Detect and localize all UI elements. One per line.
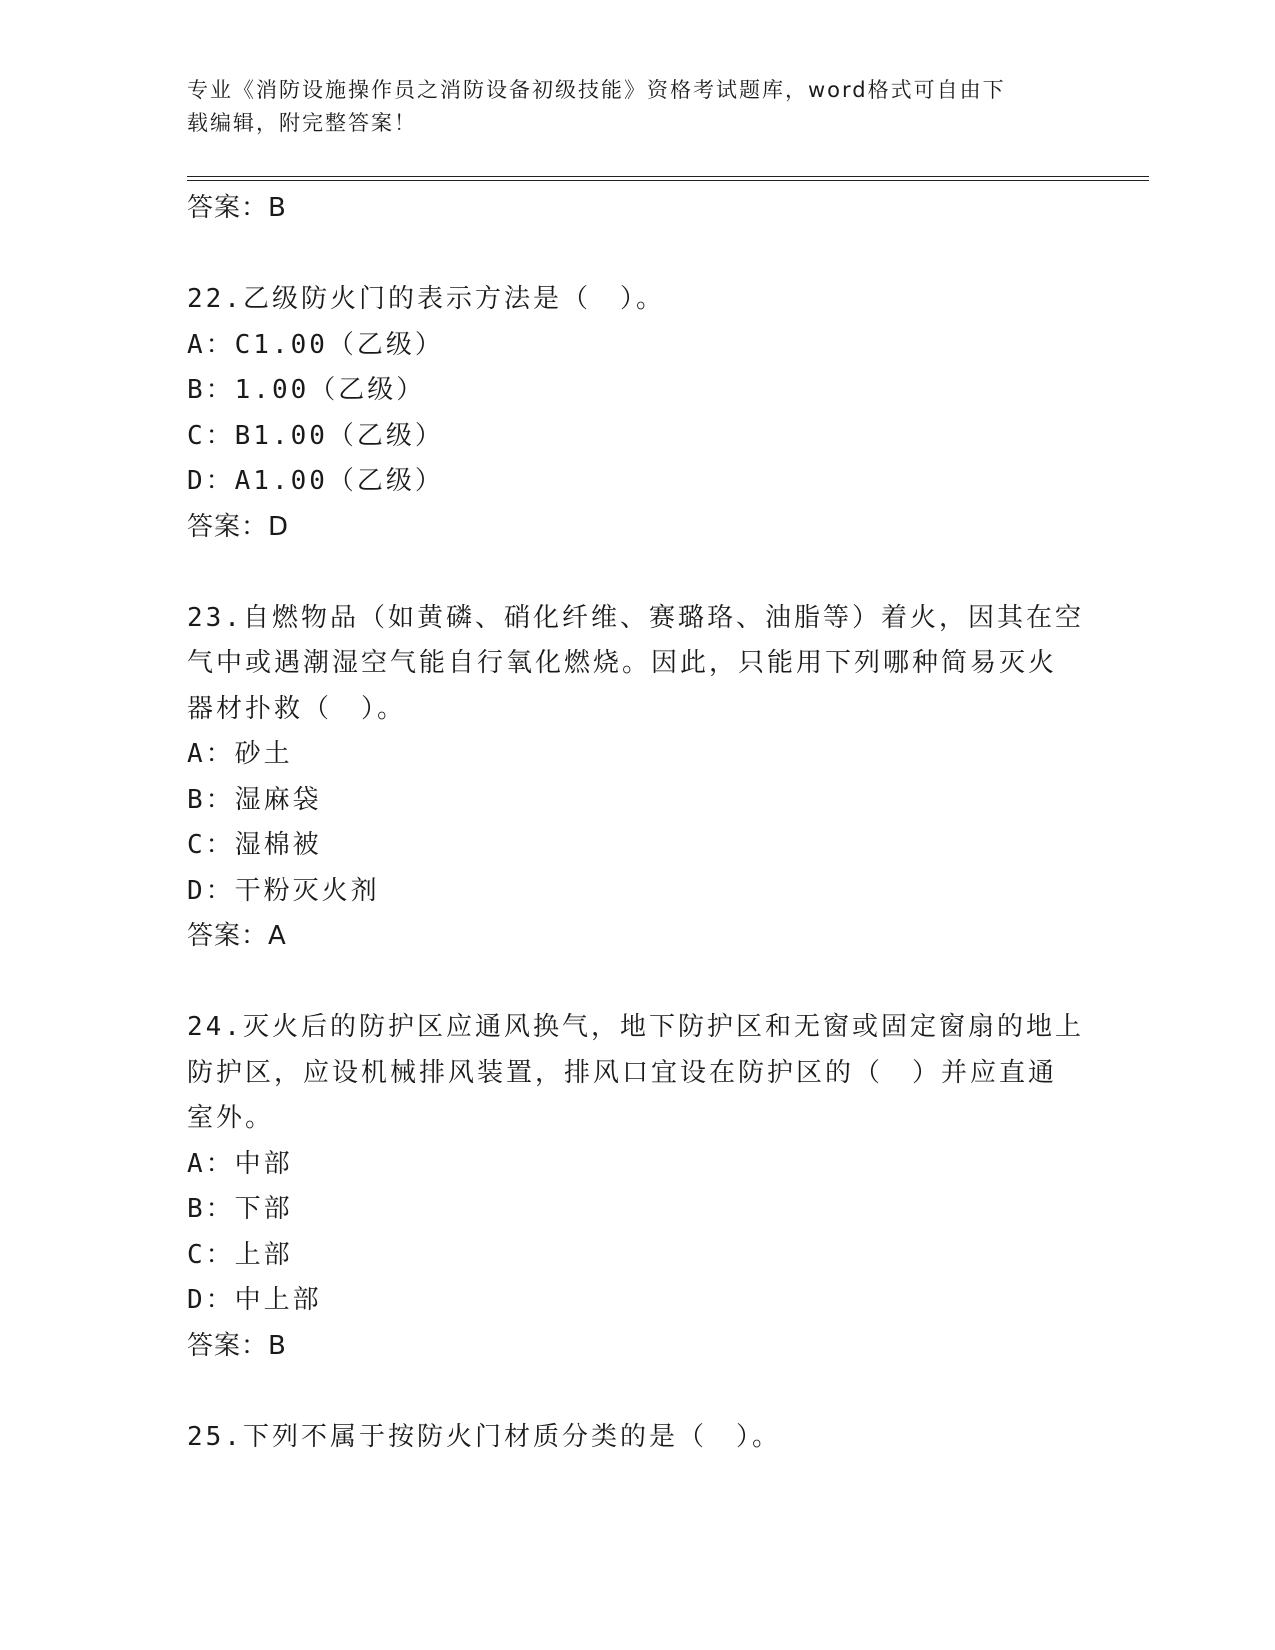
question-23-line-3: 器材扑救（ ）。: [187, 693, 407, 724]
header-divider-bottom: [187, 180, 1149, 181]
question-22-option-b: B：1.00（乙级）: [187, 375, 426, 405]
question-23-option-b: B：湿麻袋: [187, 784, 322, 815]
question-24-option-d: D：中上部: [187, 1285, 322, 1315]
question-24-option-c: C：上部: [187, 1239, 293, 1270]
question-25: [187, 1415, 1107, 1461]
question-22-option-a: A：C1.00（乙级）: [187, 329, 444, 360]
answer-23: 答案：A: [187, 921, 287, 951]
question-24-option-a: A：中部: [187, 1148, 293, 1179]
header-line-1: 专业《消防设施操作员之消防设备初级技能》资格考试题库，word格式可自由下: [187, 78, 1006, 102]
question-list: [187, 186, 1107, 1460]
page-header: [187, 74, 1067, 140]
question-22-text: 22.乙级防火门的表示方法是（ ）。: [187, 284, 665, 314]
question-23-option-c: C：湿棉被: [187, 830, 322, 860]
header-line-2: 载编辑，附完整答案！: [187, 111, 417, 135]
question-23: [187, 596, 1107, 733]
question-23-option-a: A：砂土: [187, 739, 293, 769]
question-22-option-c: C：B1.00（乙级）: [187, 420, 444, 451]
question-24-option-b: B：下部: [187, 1194, 293, 1224]
question-24: [187, 1005, 1107, 1142]
question-23-option-d: D：干粉灭火剂: [187, 875, 380, 906]
question-24-line-2: 防护区，应设机械排风装置，排风口宜设在防护区的（ ）并应直通: [187, 1057, 1058, 1088]
header-divider-top: [187, 176, 1149, 177]
answer-22: 答案：D: [187, 511, 290, 542]
question-24-line-3: 室外。: [187, 1103, 275, 1133]
question-23-line-1: 23.自燃物品（如黄磷、硝化纤维、赛璐珞、油脂等）着火，因其在空: [187, 602, 1084, 633]
answer-21: 答案：B: [187, 193, 287, 223]
question-25-text: 25.下列不属于按防火门材质分类的是（ ）。: [187, 1421, 781, 1452]
question-24-line-1: 24.灭火后的防护区应通风换气，地下防护区和无窗或固定窗扇的地上: [187, 1012, 1084, 1042]
question-22-option-d: D：A1.00（乙级）: [187, 466, 444, 496]
answer-24: 答案：B: [187, 1330, 287, 1361]
question-22: [187, 277, 1107, 323]
question-23-line-2: 气中或遇潮湿空气能自行氧化燃烧。因此，只能用下列哪种简易灭火: [187, 648, 1058, 678]
